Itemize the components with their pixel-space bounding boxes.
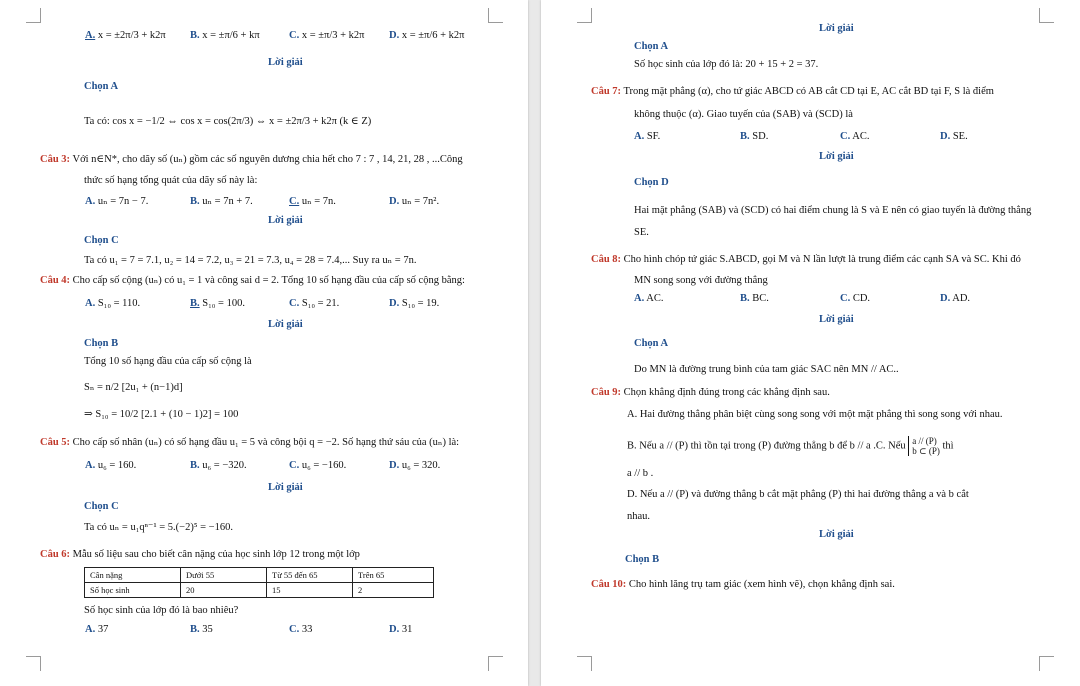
q7-work-2: SE. — [634, 227, 649, 238]
q4-work-1: Tổng 10 số hạng đầu của cấp số cộng là — [84, 356, 252, 367]
q4-solution-heading: Lời giải — [268, 319, 303, 330]
q6-stem: Câu 6: Mẫu số liệu sau cho biết cân nặng của học sinh lớp 12 trong một lớp — [40, 549, 360, 560]
q6-choice: Chọn A — [634, 41, 669, 52]
q6-option-c: C. 33 — [289, 624, 313, 635]
q9-stem: Câu 9: Chọn khẳng định đúng trong các khẳng định sau. — [591, 387, 830, 398]
q3-stem-2: thức số hạng tổng quát của dãy số này là: — [84, 175, 258, 186]
q3-option-b: B. uₙ = 7n + 7. — [190, 196, 253, 207]
q4-work-2: Sₙ = n/2 [2u₁ + (n−1)d] — [84, 382, 183, 393]
q4-option-d: D. S₁₀ = 19. — [389, 298, 440, 309]
table-cell: 2 — [353, 583, 434, 598]
table-row — [85, 568, 434, 583]
q3-stem: Câu 3: Với n∈N*, cho dãy số (uₙ) gồm các số nguyên dương chia hết cho 7 : 7 , 14, 21, 28 , ...Công — [40, 154, 463, 165]
left-page — [0, 0, 528, 686]
q3-choice: Chọn C — [84, 235, 119, 246]
crop-mark — [488, 8, 503, 23]
q5-solution-heading: Lời giải — [268, 482, 303, 493]
q9-statement-a: A. Hai đường thẳng phân biệt cùng song song với một mặt phẳng thì song song với nhau. — [627, 409, 1003, 420]
q8-solution-heading: Lời giải — [819, 314, 854, 325]
table-row — [85, 583, 434, 598]
crop-mark — [577, 8, 592, 23]
q7-option-b: B. SD. — [740, 131, 769, 142]
table-cell: 15 — [267, 583, 353, 598]
q7-choice: Chọn D — [634, 177, 669, 188]
q5-option-d: D. u₆ = 320. — [389, 460, 441, 471]
q7-stem-2: không thuộc (α). Giao tuyến của (SAB) và (SCD) là — [634, 109, 853, 120]
crop-mark — [577, 656, 592, 671]
q5-option-a: A. u₆ = 160. — [85, 460, 137, 471]
q6-question: Số học sinh của lớp đó là bao nhiêu? — [84, 605, 239, 616]
q2-option-d: D. x = ±π/6 + k2π — [389, 30, 465, 41]
q2-choice: Chọn A — [84, 81, 119, 92]
right-page — [541, 0, 1080, 686]
q3-option-c: C. uₙ = 7n. — [289, 196, 336, 207]
q5-choice: Chọn C — [84, 501, 119, 512]
q7-option-c: C. AC. — [840, 131, 870, 142]
q8-option-d: D. AD. — [940, 293, 971, 304]
q8-work: Do MN là đường trung bình của tam giác SAC nên MN // AC.. — [634, 364, 899, 375]
crop-mark — [26, 8, 41, 23]
q2-work: Ta có: cos x = −1/2 ⇔ cos x = cos(2π/3) ⇔ x = ±2π/3 + k2π (k ∈ Z) — [84, 116, 372, 127]
q9-solution-heading: Lời giải — [819, 529, 854, 540]
q5-option-b: B. u₆ = −320. — [190, 460, 247, 471]
q3-option-d: D. uₙ = 7n². — [389, 196, 440, 207]
q4-stem: Câu 4: Cho cấp số cộng (uₙ) có u₁ = 1 và công sai d = 2. Tổng 10 số hạng đầu của cấp số cộng bằng: — [40, 275, 465, 286]
q3-solution-heading: Lời giải — [268, 215, 303, 226]
q7-stem: Câu 7: Trong mặt phẳng (α), cho tứ giác ABCD có AB cắt CD tại E, AC cắt BD tại F, S là điểm — [591, 86, 994, 97]
q3-option-a: A. uₙ = 7n − 7. — [85, 196, 149, 207]
q7-work-1: Hai mặt phẳng (SAB) và (SCD) có hai điểm chung là S và E nên có giao tuyến là đường thẳng — [634, 205, 1032, 216]
q4-option-c: C. S₁₀ = 21. — [289, 298, 340, 309]
q5-option-c: C. u₆ = −160. — [289, 460, 347, 471]
q9-statement-d-2: nhau. — [627, 511, 651, 522]
q8-option-c: C. CD. — [840, 293, 871, 304]
crop-mark — [1039, 8, 1054, 23]
q6-option-a: A. 37 — [85, 624, 109, 635]
q4-choice: Chọn B — [84, 338, 119, 349]
q8-stem-2: MN song song với đường thẳng — [634, 275, 768, 286]
q2-option-a: A. x = ±2π/3 + k2π — [85, 30, 166, 41]
q7-option-d: D. SE. — [940, 131, 968, 142]
q5-stem: Câu 5: Cho cấp số nhân (uₙ) có số hạng đầu u₁ = 5 và công bội q = −2. Số hạng thứ sáu của (uₙ) là: — [40, 437, 460, 448]
crop-mark — [488, 656, 503, 671]
table-cell: Cân nặng — [85, 568, 181, 583]
q7-solution-heading: Lời giải — [819, 151, 854, 162]
q3-work: Ta có u₁ = 7 = 7.1, u₂ = 14 = 7.2, u₃ = 21 = 7.3, u₄ = 28 = 7.4,... Suy ra uₙ = 7n. — [84, 255, 417, 266]
q2-option-b: B. x = ±π/6 + kπ — [190, 30, 260, 41]
q9-system: a // (P) b ⊂ (P) — [908, 436, 940, 456]
table-cell: Từ 55 đến 65 — [267, 568, 353, 583]
table-cell: Trên 65 — [353, 568, 434, 583]
q4-option-a: A. S₁₀ = 110. — [85, 298, 141, 309]
q9-statement-b-2: a // b . — [627, 468, 654, 479]
q7-option-a: A. SF. — [634, 131, 661, 142]
q6-option-b: B. 35 — [190, 624, 213, 635]
table-cell: Dưới 55 — [181, 568, 267, 583]
q10-stem: Câu 10: Cho hình lăng trụ tam giác (xem hình vẽ), chọn khẳng định sai. — [591, 579, 895, 590]
q4-work-3: ⇒ S₁₀ = 10/2 [2.1 + (10 − 1)2] = 100 — [84, 409, 239, 420]
q6-data-table — [84, 567, 434, 598]
q6-work: Số học sinh của lớp đó là: 20 + 15 + 2 = 37. — [634, 59, 819, 70]
q5-work: Ta có uₙ = u₁qⁿ⁻¹ = 5.(−2)⁵ = −160. — [84, 522, 233, 533]
crop-mark — [26, 656, 41, 671]
q2-option-c: C. x = ±π/3 + k2π — [289, 30, 365, 41]
q8-option-a: A. AC. — [634, 293, 664, 304]
q4-option-b: B. S₁₀ = 100. — [190, 298, 245, 309]
q9-choice: Chọn B — [625, 554, 660, 565]
q9-statement-b: B. Nếu a // (P) thì tồn tại trong (P) đường thẳng b để b // a .C. Nếu a // (P) b ⊂ (P) thì — [627, 436, 954, 456]
q8-choice: Chọn A — [634, 338, 669, 349]
table-cell: Số học sinh — [85, 583, 181, 598]
crop-mark — [1039, 656, 1054, 671]
q2-solution-heading: Lời giải — [268, 57, 303, 68]
table-cell: 20 — [181, 583, 267, 598]
q6-option-d: D. 31 — [389, 624, 413, 635]
q9-statement-d: D. Nếu a // (P) và đường thẳng b cắt mặt phẳng (P) thì hai đường thẳng a và b cắt — [627, 489, 969, 500]
q6-solution-heading: Lời giải — [819, 23, 854, 34]
q8-option-b: B. BC. — [740, 293, 769, 304]
q8-stem: Câu 8: Cho hình chóp tứ giác S.ABCD, gọi M và N lần lượt là trung điểm các cạnh SA và SC. Khi đó — [591, 254, 1021, 265]
